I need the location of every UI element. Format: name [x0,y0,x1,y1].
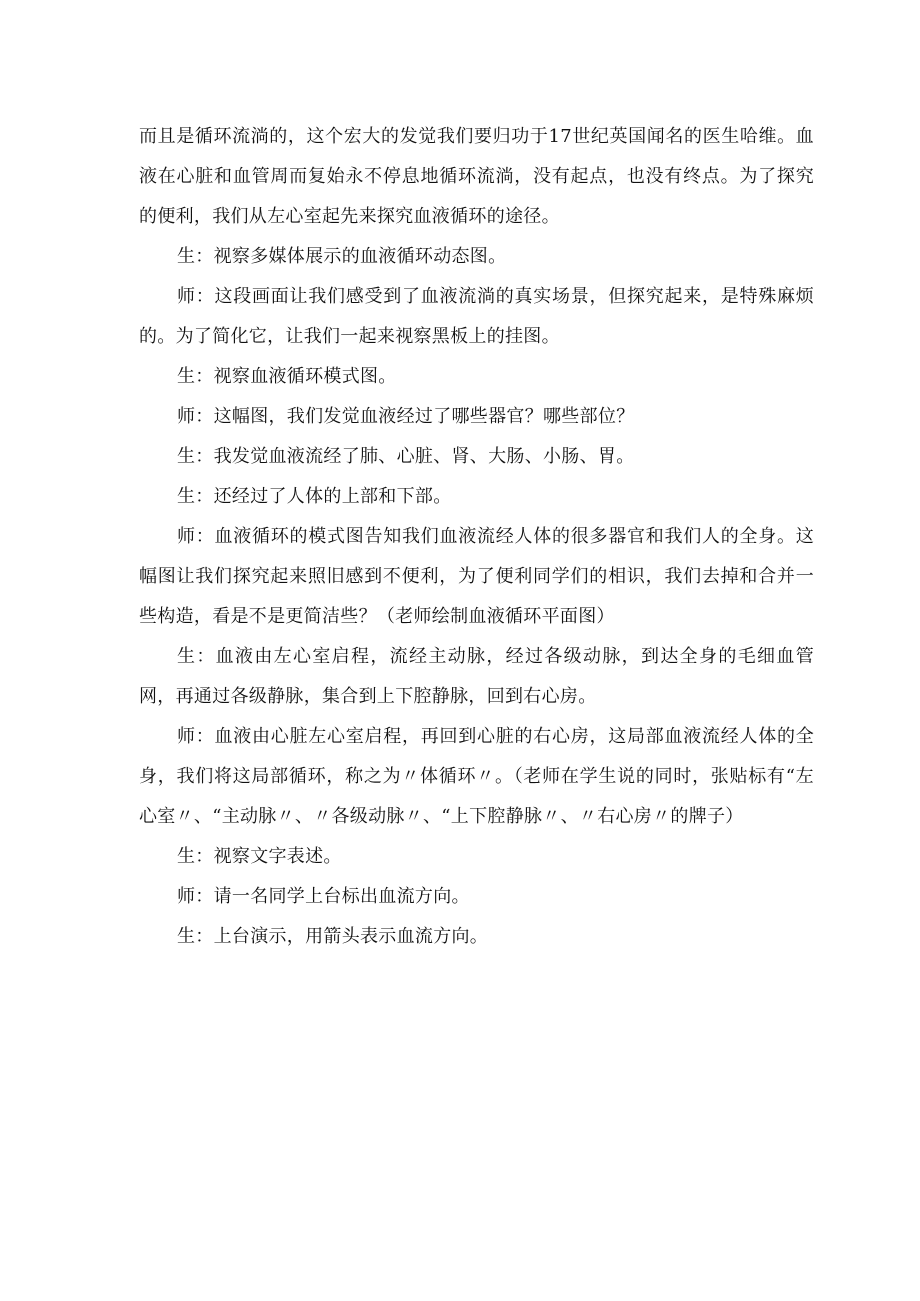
paragraph-student-3: 生：我发觉血液流经了肺、心脏、肾、大肠、小肠、胃。 [177,446,635,467]
paragraph-teacher-1: 师：这段画面让我们感受到了血液流淌的真实场景，但探究起来，是特殊麻烦的。为了简化它，让我们一起来视察黑板上的挂图。 [139,286,814,347]
paragraph-student-1: 生：视察多媒体展示的血液循环动态图。 [177,246,507,267]
paragraph-student-5: 生：血液由左心室启程，流经主动脉，经过各级动脉，到达全身的毛细血管网，再通过各级静脉，集合到上下腔静脉，回到右心房。 [139,646,814,707]
paragraph-student-4: 生：还经过了人体的上部和下部。 [177,486,452,507]
paragraph-student-2: 生：视察血液循环模式图。 [177,366,397,387]
paragraph-teacher-4: 师：血液由心脏左心室启程，再回到心脏的右心房，这局部血液流经人体的全身，我们将这局部循环，称之为〃体循环〃。（老师在学生说的同时，张贴标有“左心室〃、“主动脉〃、〃各级动脉〃、“上下腔静脉〃、〃右心房〃的牌子） [139,726,814,827]
paragraph-teacher-5: 师：请一名同学上台标出血流方向。 [177,886,470,907]
document-body [139,117,814,957]
paragraph-teacher-3: 师：血液循环的模式图告知我们血液流经人体的很多器官和我们人的全身。这幅图让我们探究起来照旧感到不便利，为了便利同学们的相识，我们去掉和合并一些构造，看是不是更简洁些？（老师绘制血液循环平面图） [139,526,814,627]
paragraph-intro: 而且是循环流淌的，这个宏大的发觉我们要归功于17世纪英国闻名的医生哈维。血液在心脏和血管周而复始永不停息地循环流淌，没有起点，也没有终点。为了探究的便利，我们从左心室起先来探究血液循环的途径。 [139,126,814,227]
paragraph-student-6: 生：视察文字表述。 [177,846,342,867]
paragraph-student-7: 生：上台演示，用箭头表示血流方向。 [177,926,489,947]
paragraph-teacher-2: 师：这幅图，我们发觉血液经过了哪些器官？哪些部位？ [177,406,635,427]
